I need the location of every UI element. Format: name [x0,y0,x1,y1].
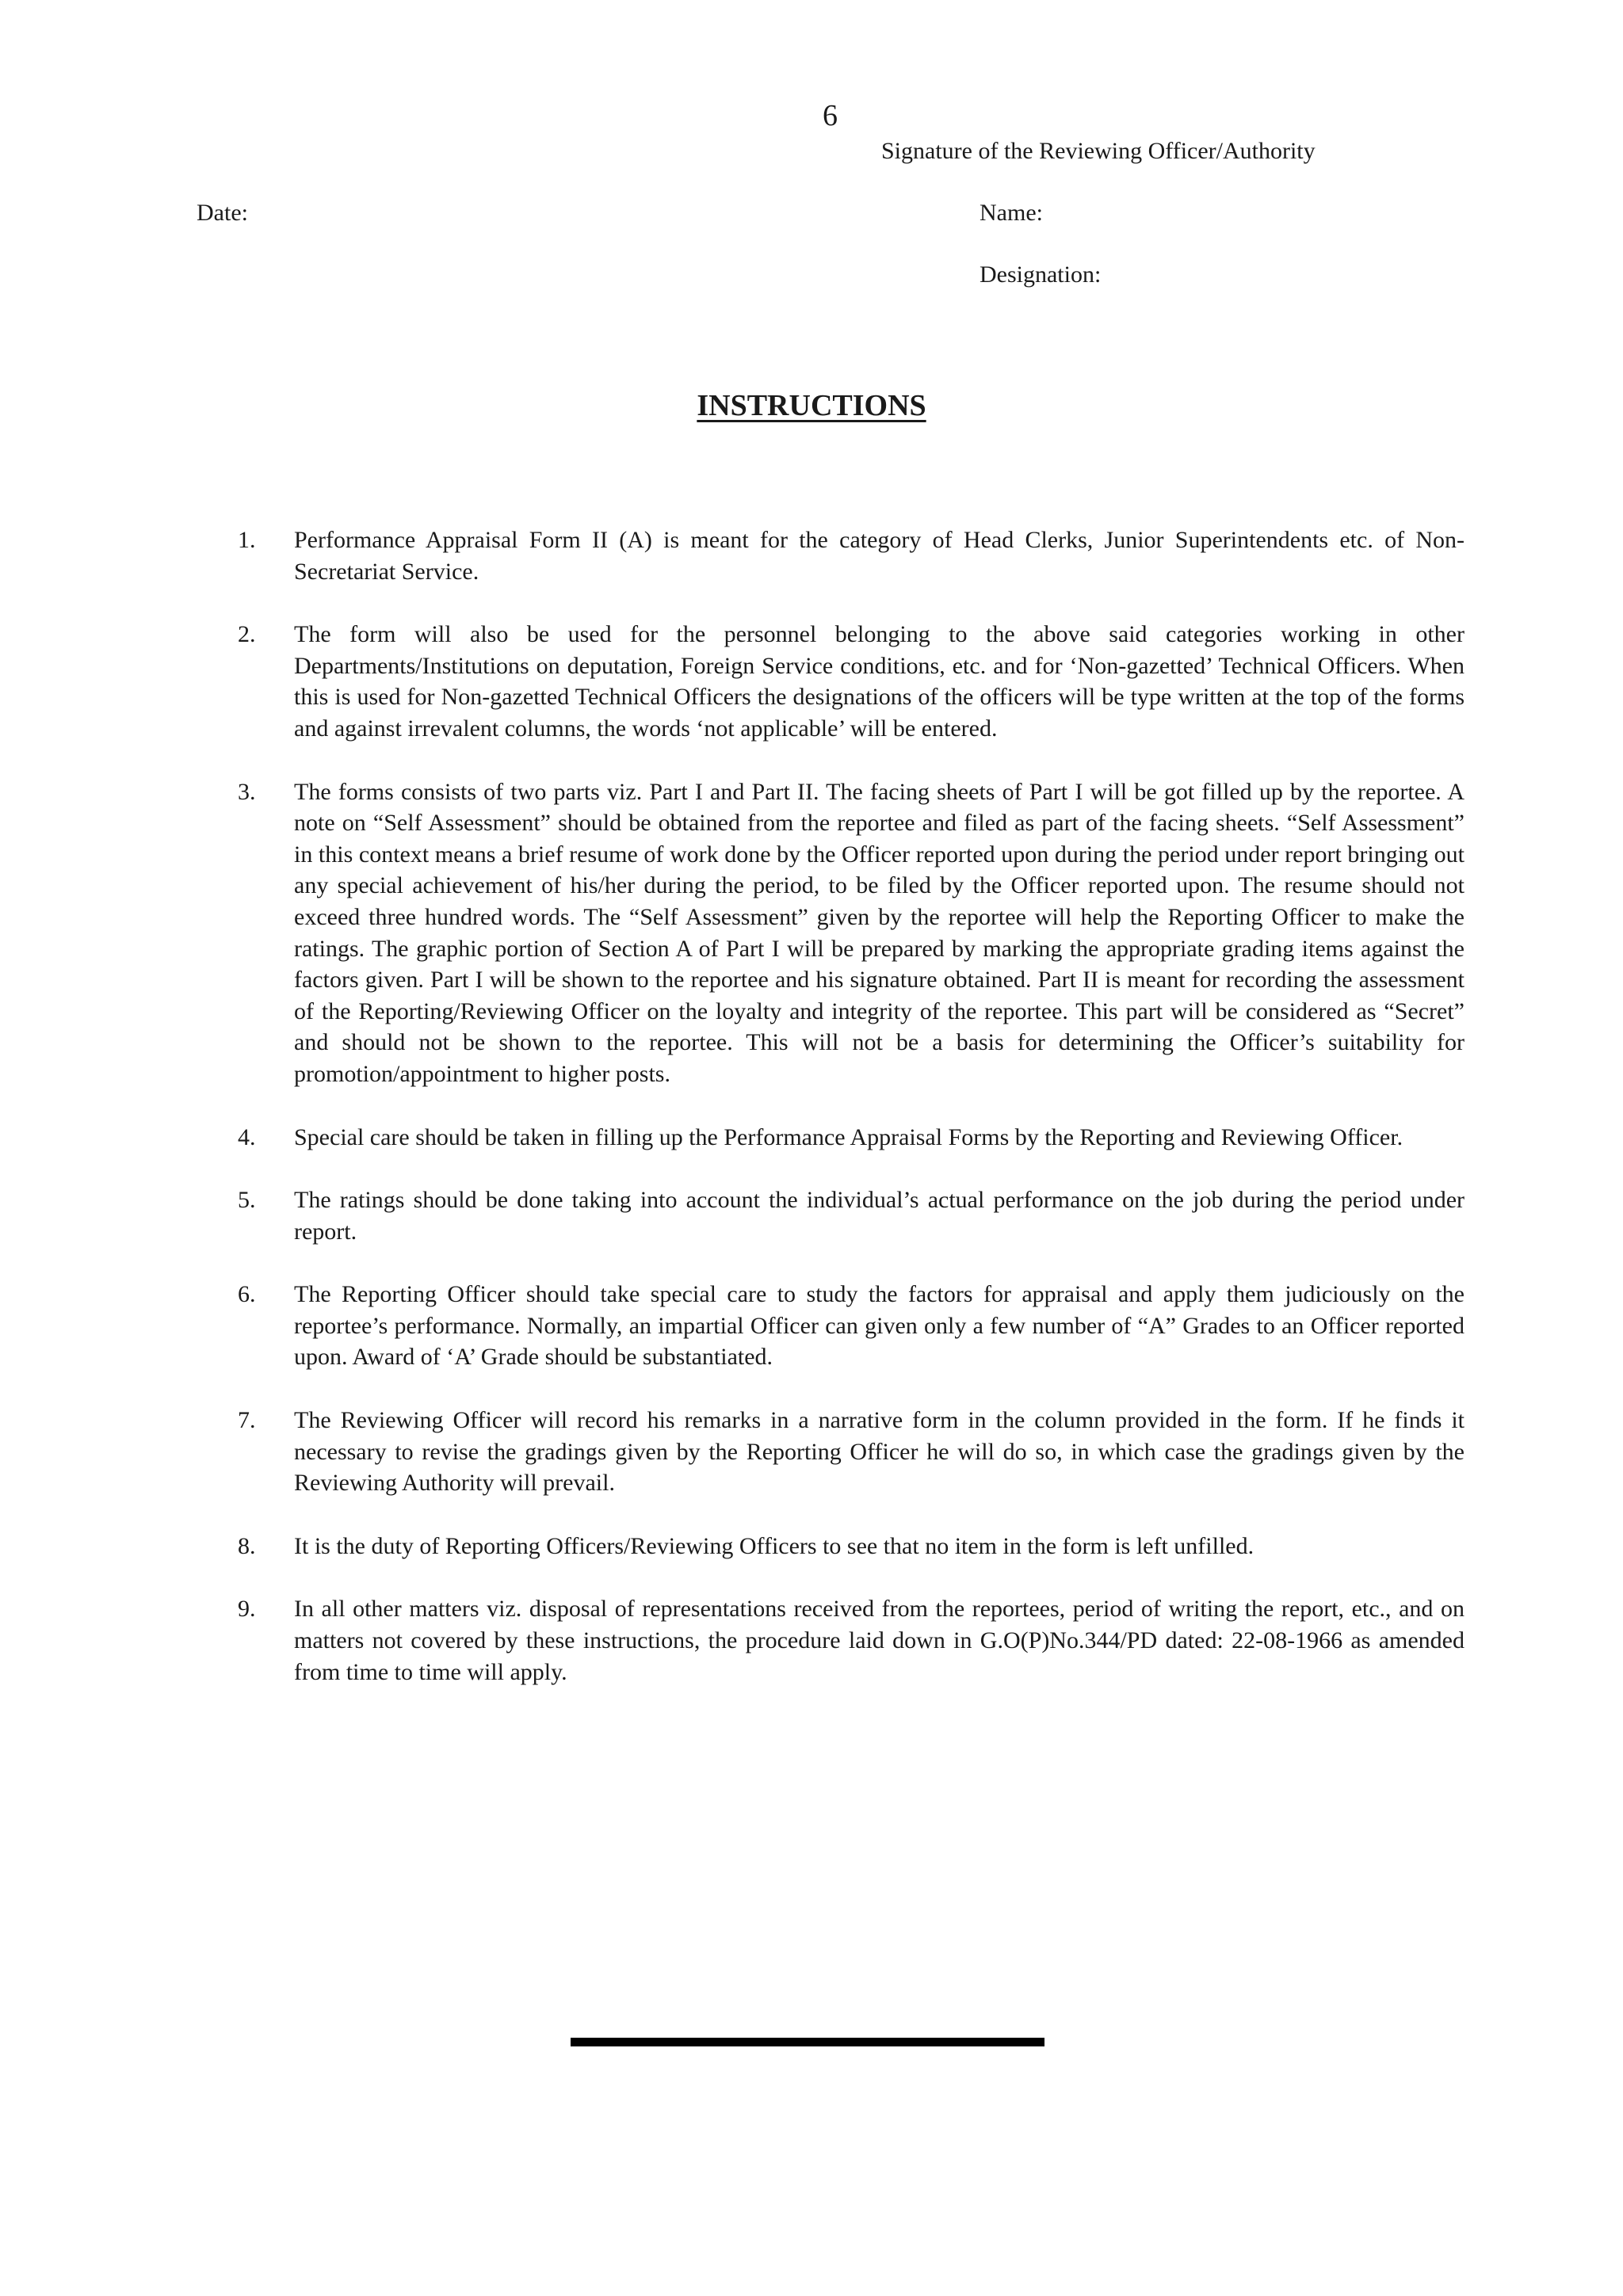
instructions-heading: INSTRUCTIONS [697,389,926,422]
instruction-item [238,1122,1465,1154]
page-number: 6 [823,99,838,132]
instruction-text: The Reviewing Officer will record his remarks in a narrative form in the column provided in the form. If he finds it necessary to revise the gradings given by the Reporting Officer he will do so, in which case the gradings given by the Reviewing Authority will prevail. [294,1407,1465,1497]
instruction-item [238,524,1465,587]
instruction-item [238,1593,1465,1688]
instruction-number: 1. [238,527,256,553]
designation-label: Designation: [980,261,1102,288]
instruction-text: The form will also be used for the personnel belonging to the above said categories working in other Departments/Institutions on deputation, Foreign Service conditions, etc. and for ‘Non-gazetted’ Technical Officers. When this is used for Non-gazetted Technical Officers the designations of the officers will be type written at the top of the forms and against irrevalent columns, the words ‘not applicable’ will be entered. [294,621,1465,742]
instruction-text: In all other matters viz. disposal of representations received from the reportees, period of writing the report, etc., and on matters not covered by these instructions, the procedure laid down in G.O(P)No.344/PD dated: 22-08-1966 as amended from time to time will apply. [294,1596,1465,1685]
instruction-number: 7. [238,1407,256,1434]
instruction-number: 6. [238,1281,256,1308]
footer-rule [571,2038,1044,2046]
date-label: Date: [197,200,248,226]
name-label: Name: [980,200,1043,226]
instruction-number: 9. [238,1596,256,1623]
instruction-text: Special care should be taken in filling up the Performance Appraisal Forms by the Reporting and Reviewing Officer. [294,1123,1403,1150]
instruction-text: The ratings should be done taking into account the individual’s actual performance on the job during the period under report. [294,1187,1465,1245]
instruction-item [238,776,1465,1090]
instruction-item [238,1405,1465,1499]
reviewing-officer-signature-label: Signature of the Reviewing Officer/Authority [881,138,1316,164]
instruction-text: It is the duty of Reporting Officers/Reviewing Officers to see that no item in the form is left unfilled. [294,1532,1254,1559]
instruction-item [238,1531,1465,1562]
instruction-number: 3. [238,778,256,805]
instruction-item [238,619,1465,744]
instruction-number: 8. [238,1532,256,1559]
instruction-item [238,1184,1465,1247]
instructions-list [238,524,1465,1719]
instruction-text: The Reporting Officer should take special care to study the factors for appraisal and apply them judiciously on the reportee’s performance. Normally, an impartial Officer can given only a few number of “A” Grades to an Officer reported upon. Award of ‘A’ Grade should be substantiated. [294,1281,1465,1371]
instruction-number: 4. [238,1123,256,1150]
instruction-item [238,1279,1465,1373]
instruction-text: The forms consists of two parts viz. Part I and Part II. The facing sheets of Part I will be got filled up by the reportee. A note on “Self Assessment” should be obtained from the reportee and filed as part of the facing sheets. “Self Assessment” in this context means a brief resume of work done by the Officer reported upon during the period under report bringing out any special achievement of his/her during the period, to be filed by the Officer reported upon. The resume should not exceed three hundred words. The “Self Assessment” given by the reportee will help the Reporting Officer to make the ratings. The graphic portion of Section A of Part I will be prepared by marking the appropriate grading items against the factors given. Part I will be shown to the reportee and his signature obtained. Part II is meant for recording the assessment of the Reporting/Reviewing Officer on the loyalty and integrity of the reportee. This part will be considered as “Secret” and should not be shown to the reportee. This will not be a basis for determining the Officer’s suitability for promotion/appointment to higher posts. [294,778,1465,1087]
instruction-number: 2. [238,621,256,648]
instruction-text: Performance Appraisal Form II (A) is meant for the category of Head Clerks, Junior Superintendents etc. of Non-Secretariat Service. [294,527,1465,585]
instruction-number: 5. [238,1187,256,1214]
